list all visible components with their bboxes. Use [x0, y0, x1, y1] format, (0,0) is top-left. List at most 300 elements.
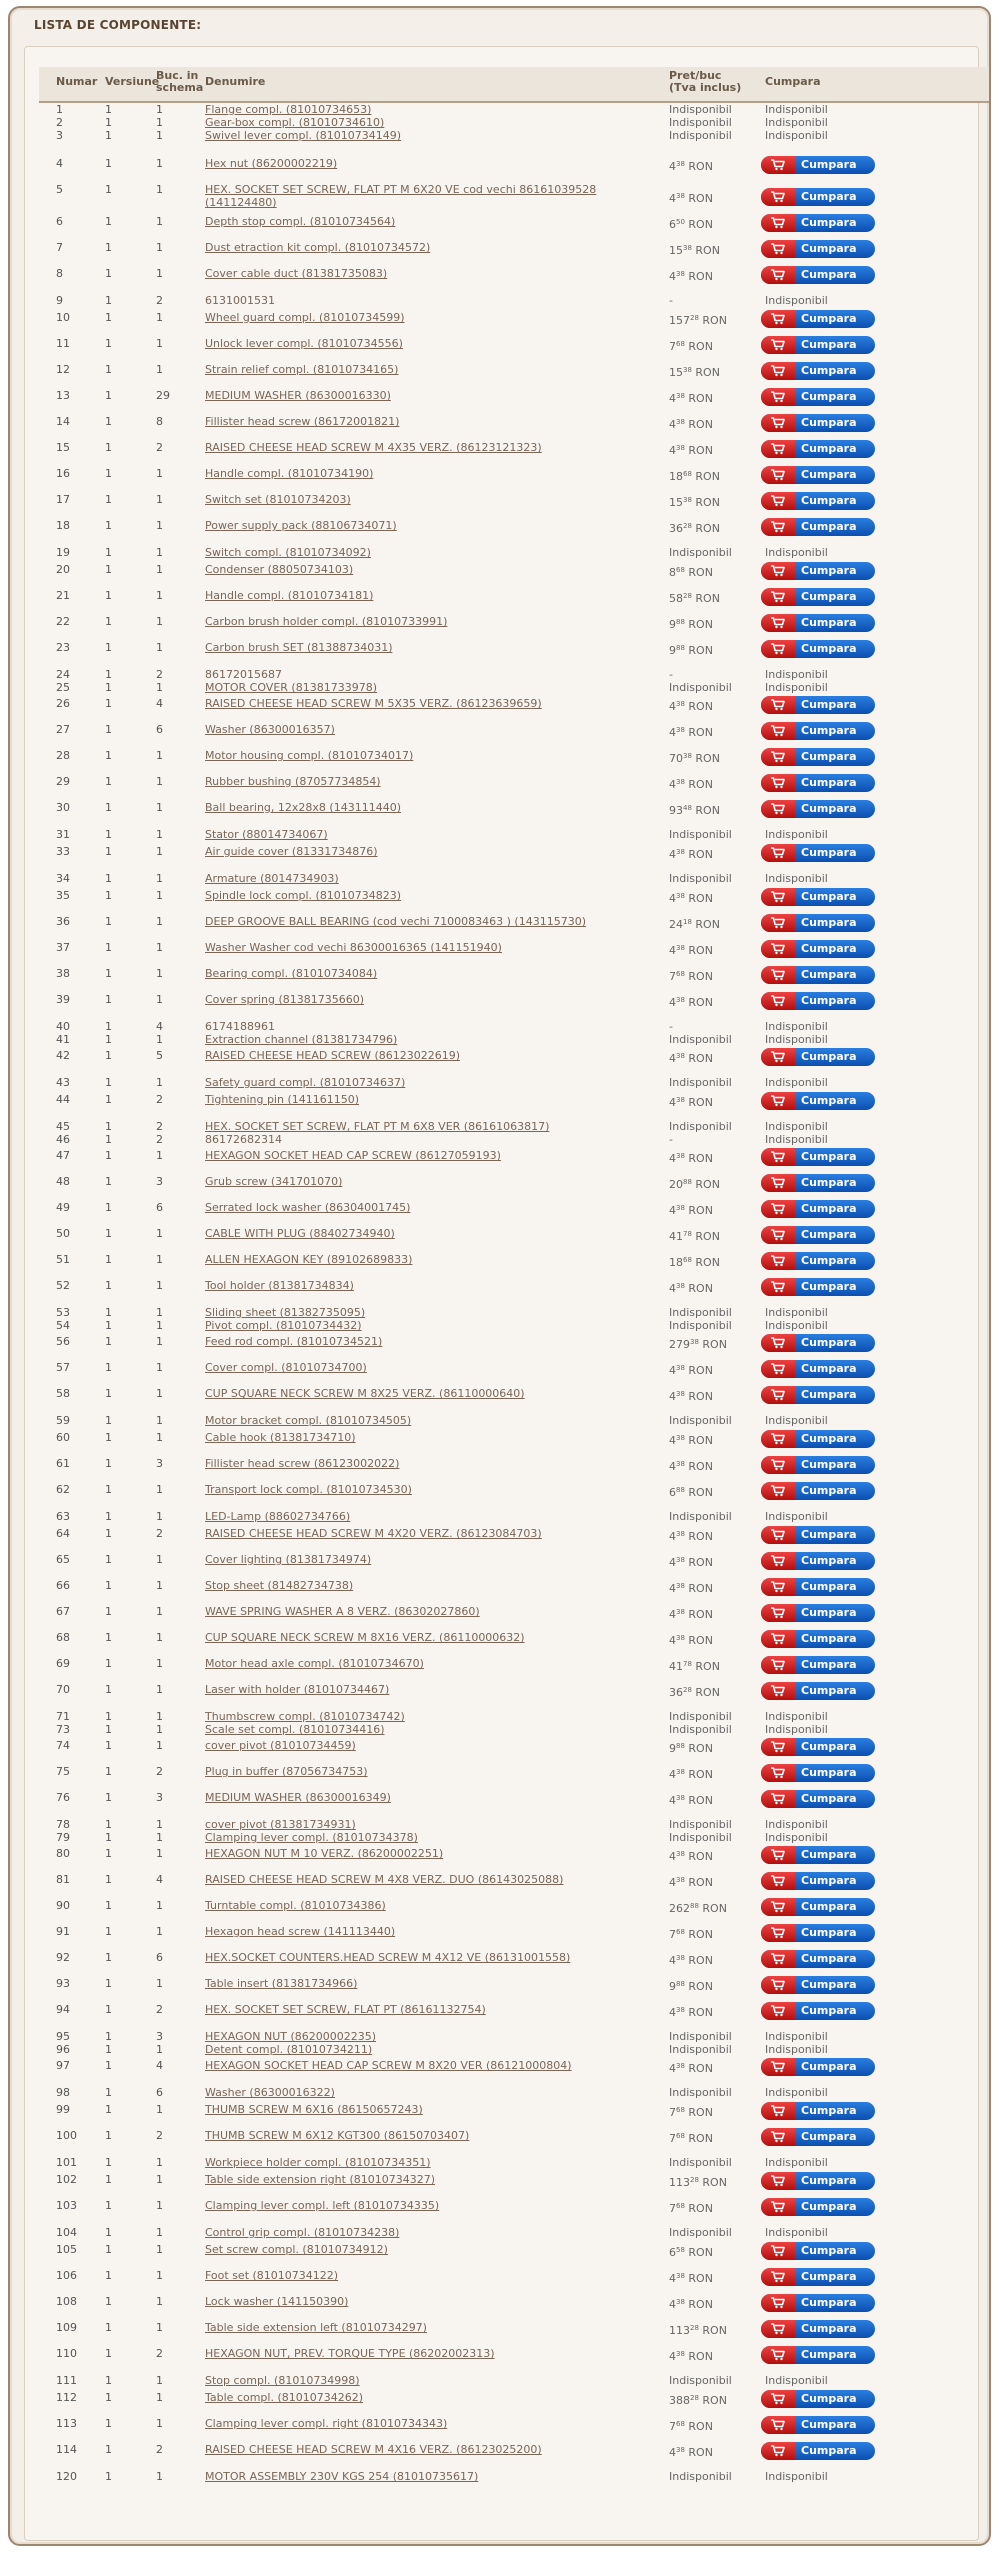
table-row	[39, 388, 991, 406]
part-link[interactable]: Motor bracket compl. (81010734505)	[205, 1414, 412, 1427]
part-link[interactable]: LED-Lamp (88602734766)	[205, 1510, 351, 1523]
part-link[interactable]: THUMB SCREW M 6X12 KGT300 (86150703407)	[205, 2129, 470, 2142]
table-row	[39, 1226, 991, 1244]
part-link[interactable]: MEDIUM WASHER (86300016349)	[205, 1791, 391, 1804]
cart-badge	[761, 310, 795, 328]
row-number: 7	[56, 241, 63, 254]
part-link[interactable]: Rubber bushing (87057734854)	[205, 775, 381, 788]
row-price: Indisponibil	[669, 129, 732, 142]
buy-button[interactable]	[761, 1386, 875, 1404]
cart-icon	[770, 217, 786, 229]
buy-button[interactable]	[761, 940, 875, 958]
row-number: 8	[56, 267, 63, 280]
part-link[interactable]: Cable hook (81381734710)	[205, 1431, 356, 1444]
buy-button[interactable]	[761, 1334, 875, 1352]
buy-button[interactable]	[761, 1456, 875, 1474]
part-link[interactable]: DEEP GROOVE BALL BEARING (cod vechi 7100083463 ) (143115730)	[205, 915, 586, 928]
part-link[interactable]: Carbon brush holder compl. (81010733991)	[205, 615, 448, 628]
buy-button[interactable]	[761, 1148, 875, 1166]
row-quantity: 6	[156, 2086, 163, 2099]
buy-button[interactable]	[761, 188, 875, 206]
part-link[interactable]: HEXAGON NUT M 10 VERZ. (86200002251)	[205, 1847, 444, 1860]
price-decimals: 68	[676, 970, 685, 978]
buy-button[interactable]	[761, 1226, 875, 1244]
buy-button-label: Cumpara	[801, 1684, 857, 1697]
part-link[interactable]: Table insert (81381734966)	[205, 1977, 358, 1990]
part-link[interactable]: Washer (86300016357)	[205, 723, 335, 736]
buy-button[interactable]	[761, 1200, 875, 1218]
part-link[interactable]: Fillister head screw (86172001821)	[205, 415, 400, 428]
buy-button[interactable]	[761, 2102, 875, 2120]
buy-button[interactable]	[761, 2294, 875, 2312]
part-link[interactable]: RAISED CHEESE HEAD SCREW M 4X20 VERZ. (86123084703)	[205, 1527, 542, 1540]
part-link[interactable]: Control grip compl. (81010734238)	[205, 2226, 400, 2239]
price-integer: 6	[669, 1486, 676, 1499]
part-link[interactable]: Clamping lever compl. (81010734378)	[205, 1831, 418, 1844]
buy-button[interactable]	[761, 1552, 875, 1570]
buy-button-label: Cumpara	[801, 2004, 857, 2017]
row-number: 54	[56, 1319, 70, 1332]
buy-button[interactable]	[761, 156, 875, 174]
table-row	[39, 966, 991, 984]
price-integer: 36	[669, 522, 683, 535]
part-link[interactable]: Table compl. (81010734262)	[205, 2391, 364, 2404]
part-link[interactable]: Dust etraction kit compl. (81010734572)	[205, 241, 431, 254]
part-link[interactable]: Plug in buffer (87056734753)	[205, 1765, 368, 1778]
part-link[interactable]: Sliding sheet (81382735095)	[205, 1306, 366, 1319]
table-row	[39, 2155, 991, 2173]
price-decimals: 38	[676, 1460, 685, 1468]
price-integer: 18	[669, 470, 683, 483]
row-number: 120	[56, 2470, 77, 2483]
part-link[interactable]: RAISED CHEESE HEAD SCREW M 4X16 VERZ. (86123025200)	[205, 2443, 542, 2456]
part-link[interactable]: CUP SQUARE NECK SCREW M 8X16 VERZ. (86110000632)	[205, 1631, 525, 1644]
row-version: 1	[105, 1765, 112, 1778]
cart-badge	[761, 1526, 795, 1544]
buy-button[interactable]	[761, 466, 875, 484]
buy-button[interactable]	[761, 1526, 875, 1544]
row-number: 67	[56, 1605, 70, 1618]
part-link[interactable]: Motor head axle compl. (81010734670)	[205, 1657, 424, 1670]
part-link[interactable]: Depth stop compl. (81010734564)	[205, 215, 396, 228]
part-link[interactable]: cover pivot (81010734459)	[205, 1739, 356, 1752]
cart-badge	[761, 1578, 795, 1596]
row-version: 1	[105, 294, 112, 307]
buy-button[interactable]	[761, 1092, 875, 1110]
buy-button[interactable]	[761, 414, 875, 432]
part-link[interactable]: Washer (86300016322)	[205, 2086, 335, 2099]
price-integer: 9	[669, 644, 676, 657]
buy-button[interactable]	[761, 1604, 875, 1622]
price-integer: 6	[669, 218, 676, 231]
part-link[interactable]: MOTOR COVER (81381733978)	[205, 681, 377, 694]
buy-button[interactable]	[761, 914, 875, 932]
part-link[interactable]: Hexagon head screw (141113440)	[205, 1925, 396, 1938]
buy-button[interactable]	[761, 310, 875, 328]
part-link[interactable]: Feed rod compl. (81010734521)	[205, 1335, 383, 1348]
buy-button[interactable]	[761, 2172, 875, 2190]
cart-badge	[761, 2416, 795, 2434]
part-link[interactable]: HEX.SOCKET COUNTERS.HEAD SCREW M 4X12 VE (86131001558)	[205, 1951, 571, 1964]
row-price	[669, 363, 720, 380]
table-row	[39, 588, 991, 606]
price-currency: RON	[684, 1364, 713, 1377]
part-link[interactable]: Handle compl. (81010734181)	[205, 589, 374, 602]
row-version: 1	[105, 1175, 112, 1188]
unavailable-label: Indisponibil	[765, 1710, 828, 1723]
table-row	[39, 1482, 991, 1500]
buy-button[interactable]	[761, 214, 875, 232]
row-price	[669, 1387, 713, 1404]
row-price	[669, 2295, 713, 2312]
part-link[interactable]: cover pivot (81381734931)	[205, 1818, 356, 1831]
row-version: 1	[105, 519, 112, 532]
part-link[interactable]: Set screw compl. (81010734912)	[205, 2243, 388, 2256]
table-row	[39, 440, 991, 458]
part-link[interactable]: Switch compl. (81010734092)	[205, 546, 371, 559]
part-link[interactable]: Swivel lever compl. (81010734149)	[205, 129, 402, 142]
row-quantity: 2	[156, 294, 163, 307]
part-link[interactable]: HEXAGON NUT, PREV. TORQUE TYPE (86202002313)	[205, 2347, 495, 2360]
row-version: 1	[105, 1977, 112, 1990]
buy-button[interactable]	[761, 588, 875, 606]
part-link[interactable]: Carbon brush SET (81388734031)	[205, 641, 393, 654]
part-link[interactable]: Flange compl. (81010734653)	[205, 103, 372, 116]
row-price	[669, 1847, 713, 1864]
buy-button[interactable]	[761, 2198, 875, 2216]
buy-button[interactable]	[761, 1174, 875, 1192]
row-quantity: 1	[156, 2295, 163, 2308]
part-link[interactable]: Extraction channel (81381734796)	[205, 1033, 398, 1046]
part-link[interactable]: Motor housing compl. (81010734017)	[205, 749, 414, 762]
price-currency: RON	[684, 1204, 713, 1217]
row-version: 1	[105, 1120, 112, 1133]
part-link[interactable]: Stop sheet (81482734738)	[205, 1579, 354, 1592]
part-link[interactable]: Grub screw (341701070)	[205, 1175, 343, 1188]
row-version: 1	[105, 563, 112, 576]
price-decimals: 38	[676, 2062, 685, 2070]
part-link[interactable]: Cover spring (81381735660)	[205, 993, 365, 1006]
row-number: 10	[56, 311, 70, 324]
row-number: 76	[56, 1791, 70, 1804]
buy-button[interactable]	[761, 2320, 875, 2338]
part-link[interactable]: Ball bearing, 12x28x8 (143111440)	[205, 801, 401, 814]
table-row	[39, 1456, 991, 1474]
part-link[interactable]: Power supply pack (88106734071)	[205, 519, 397, 532]
row-quantity: 29	[156, 389, 170, 402]
buy-button[interactable]	[761, 1482, 875, 1500]
part-link[interactable]: Lock washer (141150390)	[205, 2295, 349, 2308]
cart-icon	[770, 1459, 786, 1471]
price-decimals: 38	[676, 1634, 685, 1642]
buy-button[interactable]	[761, 748, 875, 766]
row-number: 106	[56, 2269, 77, 2282]
part-link[interactable]: Table side extension left (81010734297)	[205, 2321, 427, 2334]
row-version: 1	[105, 1279, 112, 1292]
price-integer: 4	[669, 2350, 676, 2363]
buy-button[interactable]	[761, 2128, 875, 2146]
part-link[interactable]: HEX. SOCKET SET SCREW, FLAT PT M 6X8 VER (86161063817)	[205, 1120, 550, 1133]
buy-button[interactable]	[761, 1738, 875, 1756]
part-link[interactable]: Hex nut (86200002219)	[205, 157, 338, 170]
part-link[interactable]: Safety guard compl. (81010734637)	[205, 1076, 406, 1089]
part-link[interactable]: Armature (8014734903)	[205, 872, 339, 885]
row-quantity: 1	[156, 872, 163, 885]
table-row	[39, 156, 991, 174]
buy-button[interactable]	[761, 518, 875, 536]
table-row	[39, 1252, 991, 1270]
price-currency: RON	[684, 1582, 713, 1595]
buy-button[interactable]	[761, 640, 875, 658]
part-link[interactable]: Clamping lever compl. left (81010734335)	[205, 2199, 440, 2212]
buy-button[interactable]	[761, 2346, 875, 2364]
part-link[interactable]: RAISED CHEESE HEAD SCREW M 4X8 VERZ. DUO (86143025088)	[205, 1873, 564, 1886]
part-link[interactable]: Gear-box compl. (81010734610)	[205, 116, 385, 129]
buy-button[interactable]	[761, 888, 875, 906]
cart-icon	[770, 417, 786, 429]
table-row	[39, 414, 991, 432]
price-integer: 157	[669, 314, 690, 327]
part-link[interactable]: Turntable compl. (81010734386)	[205, 1899, 386, 1912]
row-version: 1	[105, 2003, 112, 2016]
unavailable-label: Indisponibil	[765, 2226, 828, 2239]
table-row	[39, 362, 991, 380]
part-link[interactable]: Table side extension right (81010734327)	[205, 2173, 436, 2186]
part-link[interactable]: Wheel guard compl. (81010734599)	[205, 311, 405, 324]
cart-icon	[770, 243, 786, 255]
row-number: 11	[56, 337, 70, 350]
part-link[interactable]: Tightening pin (141161150)	[205, 1093, 360, 1106]
row-price	[669, 337, 713, 354]
price-integer: 4	[669, 2446, 676, 2459]
cart-badge	[761, 2346, 795, 2364]
buy-button[interactable]	[761, 2058, 875, 2076]
buy-button[interactable]	[761, 1578, 875, 1596]
part-link[interactable]: Bearing compl. (81010734084)	[205, 967, 378, 980]
part-link[interactable]: ALLEN HEXAGON KEY (89102689833)	[205, 1253, 413, 1266]
table-row	[39, 2242, 991, 2260]
buy-button[interactable]	[761, 722, 875, 740]
buy-button[interactable]	[761, 1252, 875, 1270]
price-currency: RON	[691, 1230, 720, 1243]
price-currency: RON	[691, 522, 720, 535]
part-link[interactable]: RAISED CHEESE HEAD SCREW M 5X35 VERZ. (86123639659)	[205, 697, 542, 710]
part-link[interactable]: Spindle lock compl. (81010734823)	[205, 889, 402, 902]
row-number: 63	[56, 1510, 70, 1523]
part-link[interactable]: Fillister head screw (86123002022)	[205, 1457, 400, 1470]
part-link[interactable]: CUP SQUARE NECK SCREW M 8X25 VERZ. (86110000640)	[205, 1387, 525, 1400]
price-decimals: 28	[683, 1686, 692, 1694]
part-link[interactable]: MEDIUM WASHER (86300016330)	[205, 389, 391, 402]
part-link-line1[interactable]: HEX. SOCKET SET SCREW, FLAT PT M 6X20 VE cod vechi 86161039528	[205, 183, 597, 196]
buy-button[interactable]	[761, 2442, 875, 2460]
buy-button[interactable]	[761, 1630, 875, 1648]
part-link[interactable]: Foot set (81010734122)	[205, 2269, 339, 2282]
buy-button[interactable]	[761, 266, 875, 284]
row-version: 1	[105, 1020, 112, 1033]
buy-button[interactable]	[761, 2390, 875, 2408]
part-link[interactable]: Air guide cover (81331734876)	[205, 845, 378, 858]
row-price	[669, 1335, 727, 1352]
part-link[interactable]: Clamping lever compl. right (81010734343)	[205, 2417, 448, 2430]
price-decimals: 68	[676, 566, 685, 574]
buy-button[interactable]	[761, 992, 875, 1010]
cart-icon	[770, 995, 786, 1007]
part-link[interactable]: Pivot compl. (81010734432)	[205, 1319, 362, 1332]
row-price	[669, 2243, 713, 2260]
part-link[interactable]: HEXAGON SOCKET HEAD CAP SCREW (86127059193)	[205, 1149, 501, 1162]
part-link[interactable]: Handle compl. (81010734190)	[205, 467, 374, 480]
row-quantity: 1	[156, 519, 163, 532]
buy-button[interactable]	[761, 1048, 875, 1066]
buy-button[interactable]	[761, 800, 875, 818]
cart-badge	[761, 1456, 795, 1474]
part-link[interactable]: HEXAGON NUT (86200002235)	[205, 2030, 377, 2043]
buy-button[interactable]	[761, 1872, 875, 1890]
buy-button-label: Cumpara	[801, 2244, 857, 2257]
row-number: 65	[56, 1553, 70, 1566]
row-number: 29	[56, 775, 70, 788]
buy-button[interactable]	[761, 1950, 875, 1968]
price-currency: RON	[684, 996, 713, 1009]
part-link[interactable]: THUMB SCREW M 6X16 (86150657243)	[205, 2103, 423, 2116]
row-quantity: 1	[156, 116, 163, 129]
cart-badge	[761, 1430, 795, 1448]
part-link[interactable]: RAISED CHEESE HEAD SCREW (86123022619)	[205, 1049, 461, 1062]
row-quantity: 1	[156, 2243, 163, 2256]
buy-button[interactable]	[761, 362, 875, 380]
price-currency: RON	[684, 1460, 713, 1473]
table-row	[39, 1174, 991, 1192]
table-header	[39, 67, 991, 103]
part-link[interactable]: Stop compl. (81010734998)	[205, 2374, 360, 2387]
part-link[interactable]: Unlock lever compl. (81010734556)	[205, 337, 403, 350]
row-price	[669, 2003, 713, 2020]
price-currency: RON	[684, 1096, 713, 1109]
buy-button[interactable]	[761, 2268, 875, 2286]
table-row	[39, 1872, 991, 1890]
row-price	[669, 189, 713, 206]
row-version: 1	[105, 415, 112, 428]
buy-button[interactable]	[761, 336, 875, 354]
buy-button[interactable]	[761, 2416, 875, 2434]
part-link[interactable]: CABLE WITH PLUG (88402734940)	[205, 1227, 395, 1240]
part-link[interactable]: HEX. SOCKET SET SCREW, FLAT PT (86161132754)	[205, 2003, 486, 2016]
row-price	[669, 1527, 713, 1544]
buy-button[interactable]	[761, 240, 875, 258]
buy-button[interactable]	[761, 492, 875, 510]
row-price	[669, 697, 713, 714]
part-code: 6174188961	[205, 1020, 275, 1033]
part-link[interactable]: Scale set compl. (81010734416)	[205, 1723, 385, 1736]
buy-button[interactable]	[761, 1846, 875, 1864]
part-link[interactable]: Stator (88014734067)	[205, 828, 328, 841]
buy-button[interactable]	[761, 1682, 875, 1700]
buy-button[interactable]	[761, 774, 875, 792]
buy-button[interactable]	[761, 966, 875, 984]
row-quantity: 1	[156, 1319, 163, 1332]
part-link[interactable]: Tool holder (81381734834)	[205, 1279, 354, 1292]
price-decimals: 88	[676, 1980, 685, 1988]
price-currency: RON	[698, 2324, 727, 2337]
buy-button[interactable]	[761, 1430, 875, 1448]
buy-button[interactable]	[761, 562, 875, 580]
buy-button[interactable]	[761, 1360, 875, 1378]
part-link[interactable]: Condenser (88050734103)	[205, 563, 354, 576]
part-link[interactable]: Cover lighting (81381734974)	[205, 1553, 372, 1566]
part-link[interactable]: HEXAGON SOCKET HEAD CAP SCREW M 8X20 VER (86121000804)	[205, 2059, 572, 2072]
row-price: Indisponibil	[669, 1319, 732, 1332]
part-link[interactable]: Cover cable duct (81381735083)	[205, 267, 388, 280]
price-decimals: 68	[676, 2106, 685, 2114]
buy-button[interactable]	[761, 388, 875, 406]
buy-button[interactable]	[761, 844, 875, 862]
part-link[interactable]: MOTOR ASSEMBLY 230V KGS 254 (81010735617)	[205, 2470, 479, 2483]
price-integer: 4	[669, 848, 676, 861]
cart-badge	[761, 940, 795, 958]
price-decimals: 68	[683, 470, 692, 478]
buy-button[interactable]	[761, 1278, 875, 1296]
part-link[interactable]: Switch set (81010734203)	[205, 493, 351, 506]
price-currency: RON	[684, 566, 713, 579]
part-link[interactable]: Thumbscrew compl. (81010734742)	[205, 1710, 405, 1723]
unavailable-label: Indisponibil	[765, 1723, 828, 1736]
cart-icon	[770, 2349, 786, 2361]
buy-button[interactable]	[761, 1764, 875, 1782]
buy-button[interactable]	[761, 440, 875, 458]
row-price	[669, 1483, 713, 1500]
price-integer: 9	[669, 1742, 676, 1755]
buy-button[interactable]	[761, 614, 875, 632]
part-link[interactable]: Strain relief compl. (81010734165)	[205, 363, 399, 376]
buy-button[interactable]	[761, 696, 875, 714]
row-version: 1	[105, 2030, 112, 2043]
table-row	[39, 2172, 991, 2190]
table-row	[39, 2198, 991, 2216]
row-price	[669, 775, 713, 792]
buy-button[interactable]	[761, 2002, 875, 2020]
price-currency: RON	[684, 2132, 713, 2145]
part-link[interactable]: Workpiece holder compl. (81010734351)	[205, 2156, 431, 2169]
part-link[interactable]: Serrated lock washer (86304001745)	[205, 1201, 411, 1214]
price-integer: 4	[669, 418, 676, 431]
row-price: Indisponibil	[669, 2156, 732, 2169]
row-number: 27	[56, 723, 70, 736]
part-link[interactable]: Washer Washer cod vechi 86300016365 (141151940)	[205, 941, 502, 954]
cart-badge	[761, 1790, 795, 1808]
part-link-line2[interactable]: (141124480)	[205, 196, 277, 209]
buy-button[interactable]	[761, 1898, 875, 1916]
buy-button[interactable]	[761, 1790, 875, 1808]
part-link[interactable]: RAISED CHEESE HEAD SCREW M 4X35 VERZ. (86123121323)	[205, 441, 542, 454]
part-link[interactable]	[205, 183, 596, 209]
price-currency: RON	[684, 2246, 713, 2259]
buy-button[interactable]	[761, 1656, 875, 1674]
part-link[interactable]: WAVE SPRING WASHER A 8 VERZ. (86302027860)	[205, 1605, 480, 1618]
part-link[interactable]: Detent compl. (81010734211)	[205, 2043, 373, 2056]
unavailable-label: Indisponibil	[765, 2030, 828, 2043]
part-link[interactable]: Cover compl. (81010734700)	[205, 1361, 367, 1374]
part-link[interactable]: Laser with holder (81010734467)	[205, 1683, 390, 1696]
part-link[interactable]: Transport lock compl. (81010734530)	[205, 1483, 412, 1496]
buy-button-label: Cumpara	[801, 1280, 857, 1293]
price-decimals: 28	[690, 2394, 699, 2402]
buy-button-label: Cumpara	[801, 442, 857, 455]
buy-button[interactable]	[761, 1976, 875, 1994]
buy-button[interactable]	[761, 2242, 875, 2260]
buy-button[interactable]	[761, 1924, 875, 1942]
price-currency: RON	[684, 418, 713, 431]
